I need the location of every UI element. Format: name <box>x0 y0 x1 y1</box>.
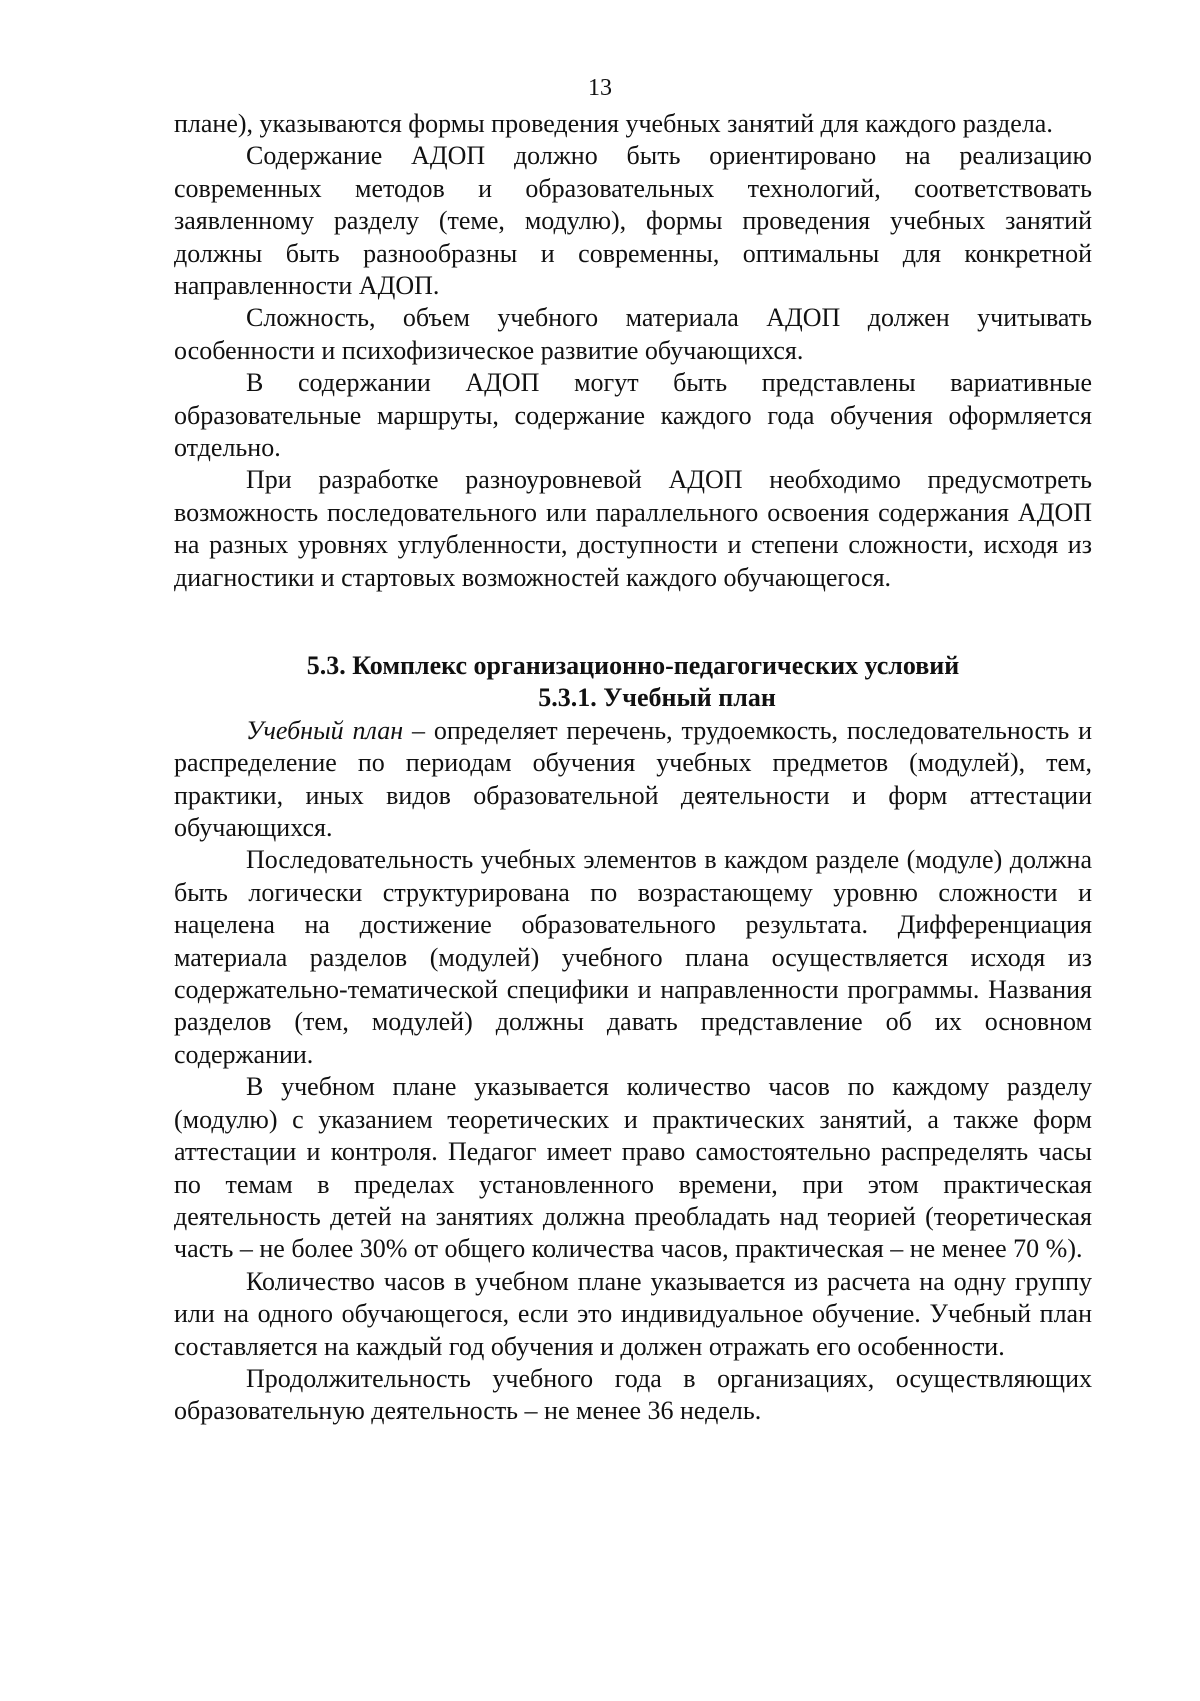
definition-paragraph <box>174 715 1092 845</box>
paragraph: Содержание АДОП должно быть ориентировано на реализацию современных методов и образовательных технологий, соответствовать заявленному разделу (теме, модулю), формы проведения учебных занятий должны быть разнообразны и современны, оптимальны для конкретной направленности АДОП. <box>174 141 1092 301</box>
paragraph: При разработке разноуровневой АДОП необходимо предусмотреть возможность последовательного или параллельного освоения содержания АДОП на разных уровнях углубленности, доступности и степени сложности, исходя из диагностики и стартовых возможностей каждого обучающегося. <box>174 465 1092 592</box>
paragraph: Последовательность учебных элементов в каждом разделе (модуле) должна быть логически структурирована по возрастающему уровню сложности и нацелена на достижение образовательного результата. Дифференциация материала разделов (модулей) учебного плана осуществляется исходя из содержательно-тематической специфики и направленности программы. Названия разделов (тем, модулей) должны давать представление об их основном содержании. <box>174 845 1092 1069</box>
subsection-heading: 5.3.1. Учебный план <box>538 683 776 713</box>
definition-text: – определяет перечень, трудоемкость, последовательность и распределение по периодам обучения учебных предметов (модулей), тем, практики, иных видов образовательной деятельности и форм аттестации обучающихся. <box>174 715 1092 843</box>
paragraph: Продолжительность учебного года в организациях, осуществляющих образовательную деятельность – не менее 36 недель. <box>174 1363 1092 1426</box>
paragraph: Сложность, объем учебного материала АДОП должен учитывать особенности и психофизическое развитие обучающихся. <box>174 303 1092 365</box>
body-bottom <box>174 650 1092 1428</box>
paragraph: плане), указываются формы проведения учебных занятий для каждого раздела. <box>174 109 1053 138</box>
paragraph: Количество часов в учебном плане указывается из расчета на одну группу или на одного обучающегося, если это индивидуальное обучение. Учебный план составляется на каждый год обучения и должен отражать его особенности. <box>174 1266 1092 1361</box>
page-number: 13 <box>588 75 612 101</box>
paragraph: В содержании АДОП могут быть представлены вариативные образовательные маршруты, содержание каждого года обучения оформляется отдельно. <box>174 368 1092 463</box>
paragraph: В учебном плане указывается количество часов по каждому разделу (модулю) с указанием теоретических и практических занятий, а также форм аттестации и контроля. Педагог имеет право самостоятельно распределять часы по темам в пределах установленного времени, при этом практическая деятельность детей на занятиях должна преобладать над теорией (теоретическая часть – не более 30% от общего количества часов, практическая – не менее 70 %). <box>174 1072 1092 1264</box>
section-heading: 5.3. Комплекс организационно-педагогических условий <box>306 651 960 680</box>
body-top <box>174 108 1092 594</box>
definition-term: Учебный план <box>246 715 404 745</box>
